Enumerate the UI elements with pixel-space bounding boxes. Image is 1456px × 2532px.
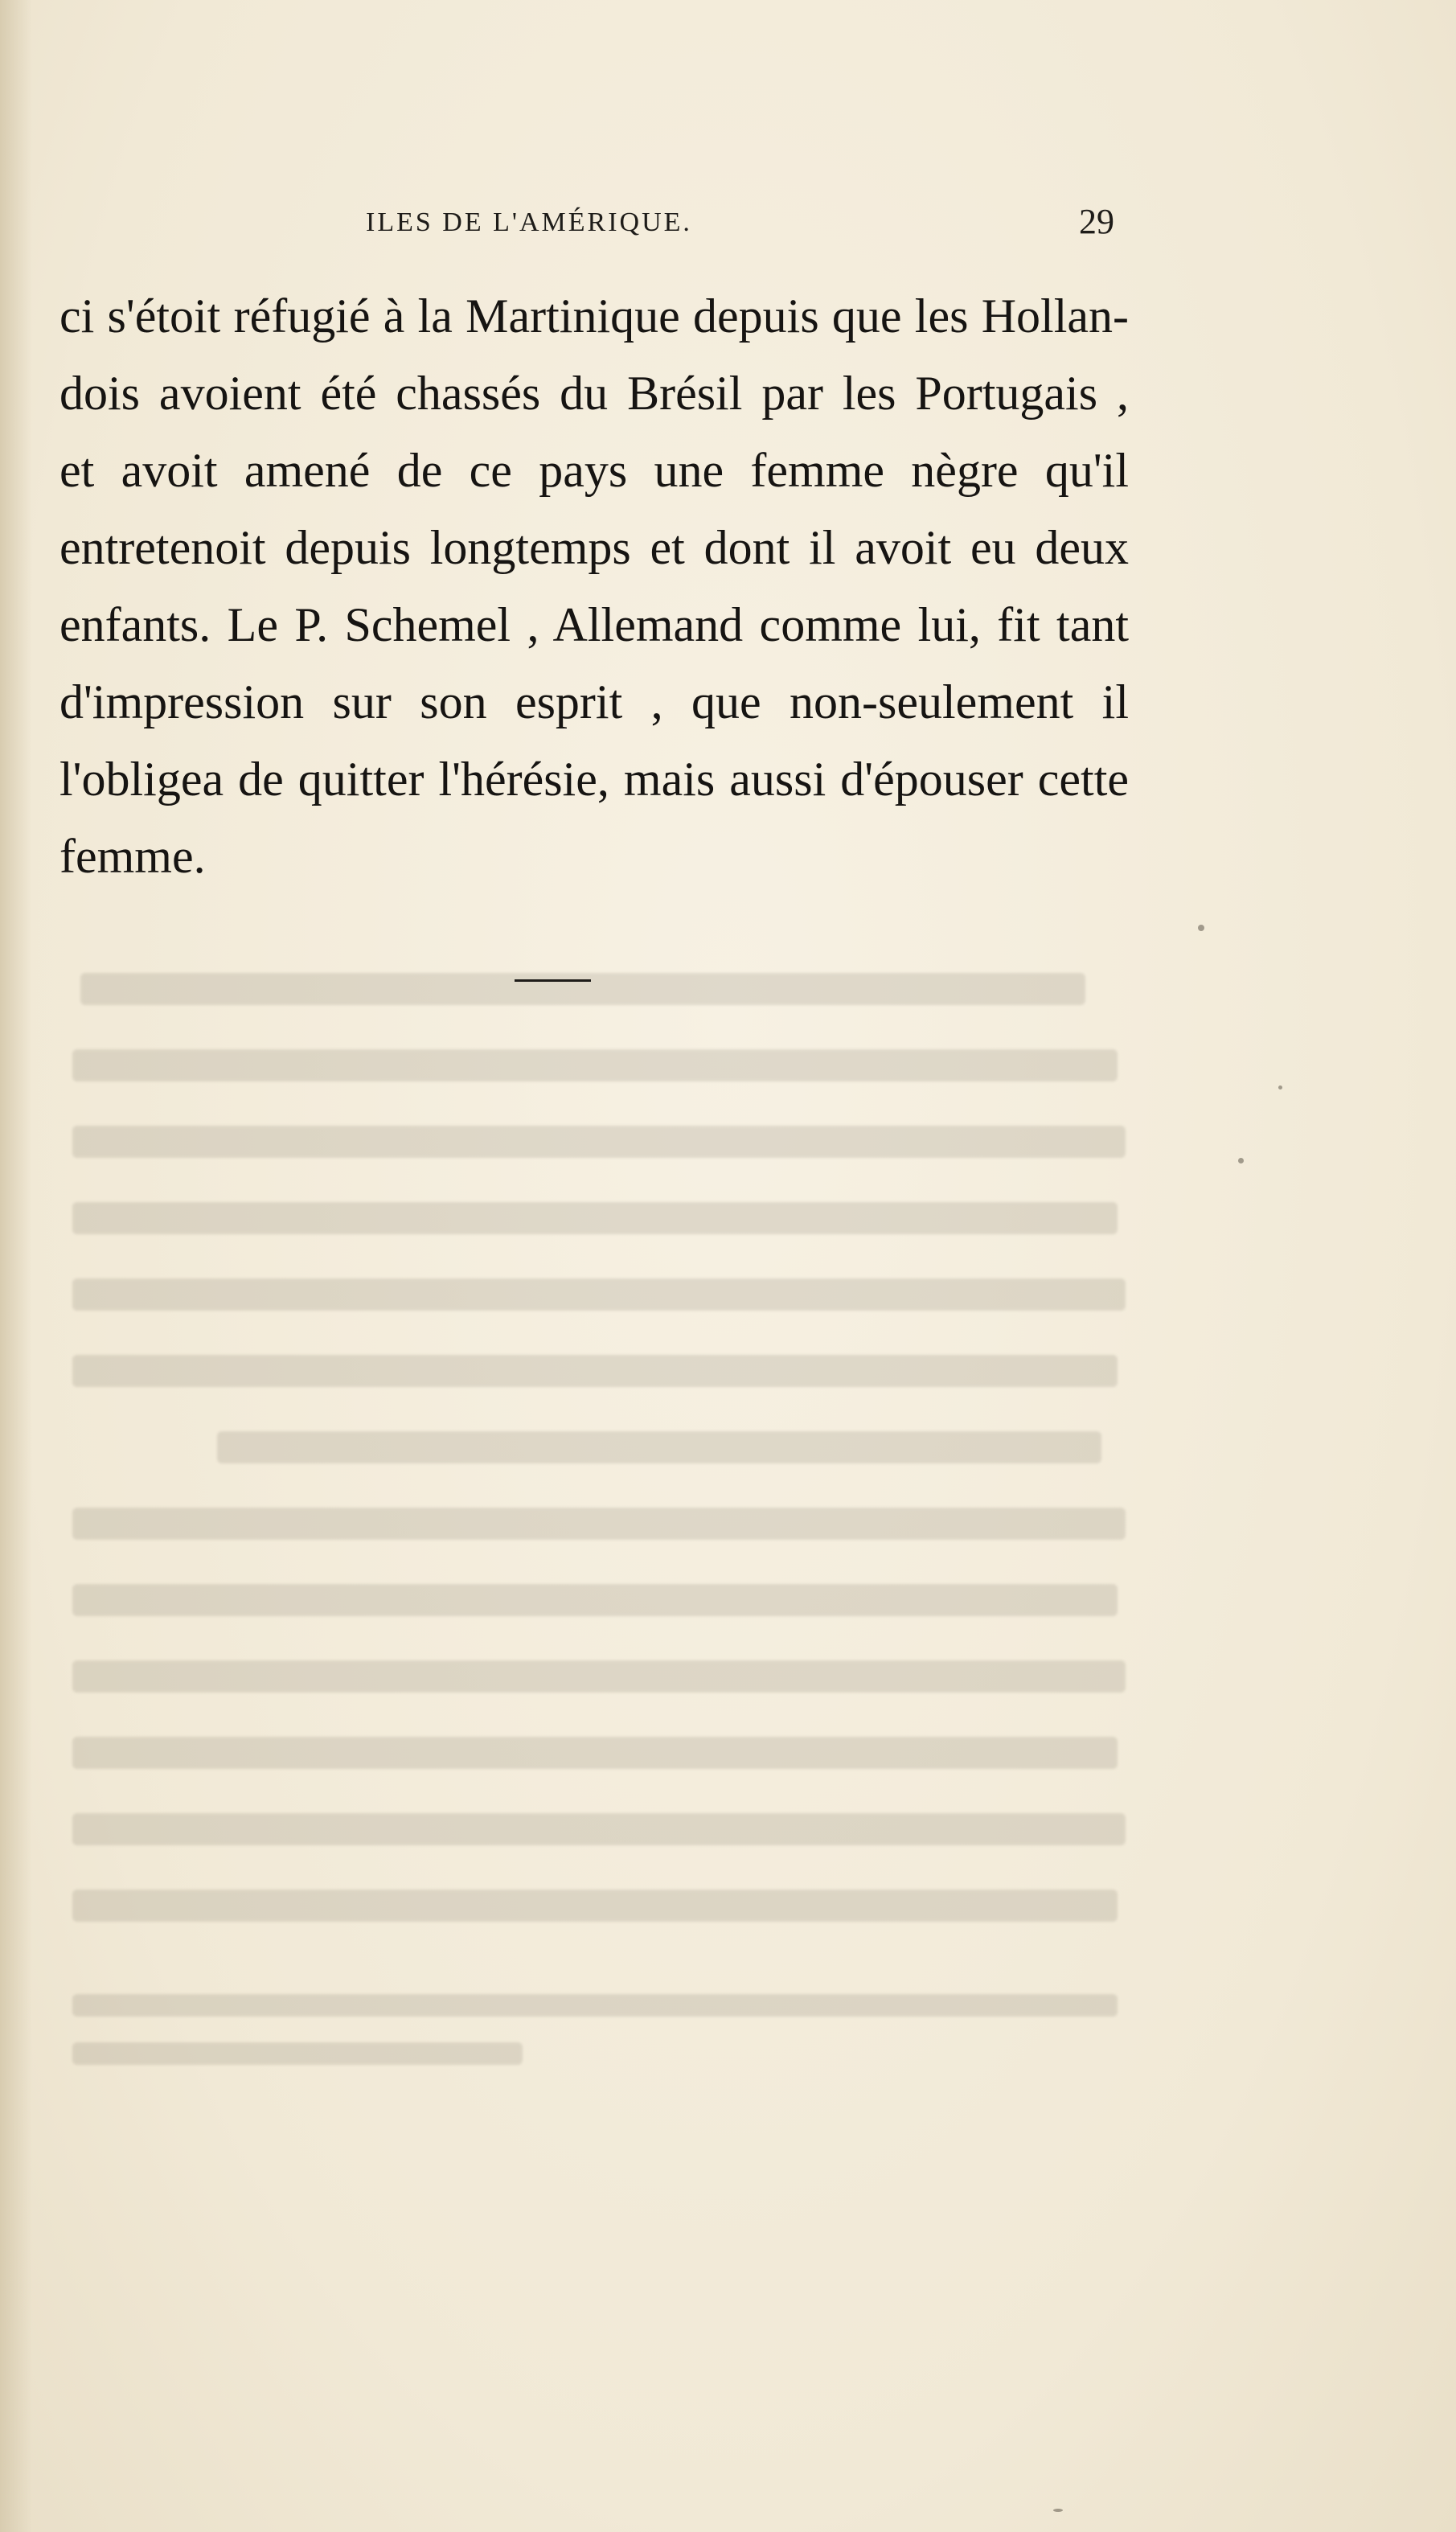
text-line: ci s'étoit réfugié à la Martinique depuis que les Hollan- (59, 289, 1129, 343)
section-rule (515, 979, 591, 982)
paper-speck (1238, 1158, 1244, 1163)
page-number: 29 (1079, 202, 1114, 241)
text-line: entretenoit depuis longtemps et dont il avoit eu deux (59, 521, 1129, 574)
paper-speck (1278, 1085, 1282, 1090)
show-through-text (56, 949, 1182, 2155)
text-line: enfants. Le P. Schemel , Allemand comme lui, fit tant (59, 598, 1129, 651)
text-line: et avoit amené de ce pays une femme nègre qu'il (59, 444, 1129, 497)
paper-speck (1053, 2509, 1063, 2512)
page-gutter-shadow (0, 0, 32, 2532)
running-head: ILES DE L'AMÉRIQUE. (366, 207, 692, 237)
text-line: dois avoient été chassés du Brésil par les Portugais , (59, 367, 1129, 420)
text-line: l'obligea de quitter l'hérésie, mais aussi d'épouser cette (59, 753, 1129, 806)
body-paragraph (59, 277, 1129, 895)
page-header (0, 202, 1456, 256)
paper-speck (1198, 925, 1204, 931)
text-line: d'impression sur son esprit , que non-seulement il (59, 675, 1129, 728)
text-line: femme. (59, 830, 206, 883)
